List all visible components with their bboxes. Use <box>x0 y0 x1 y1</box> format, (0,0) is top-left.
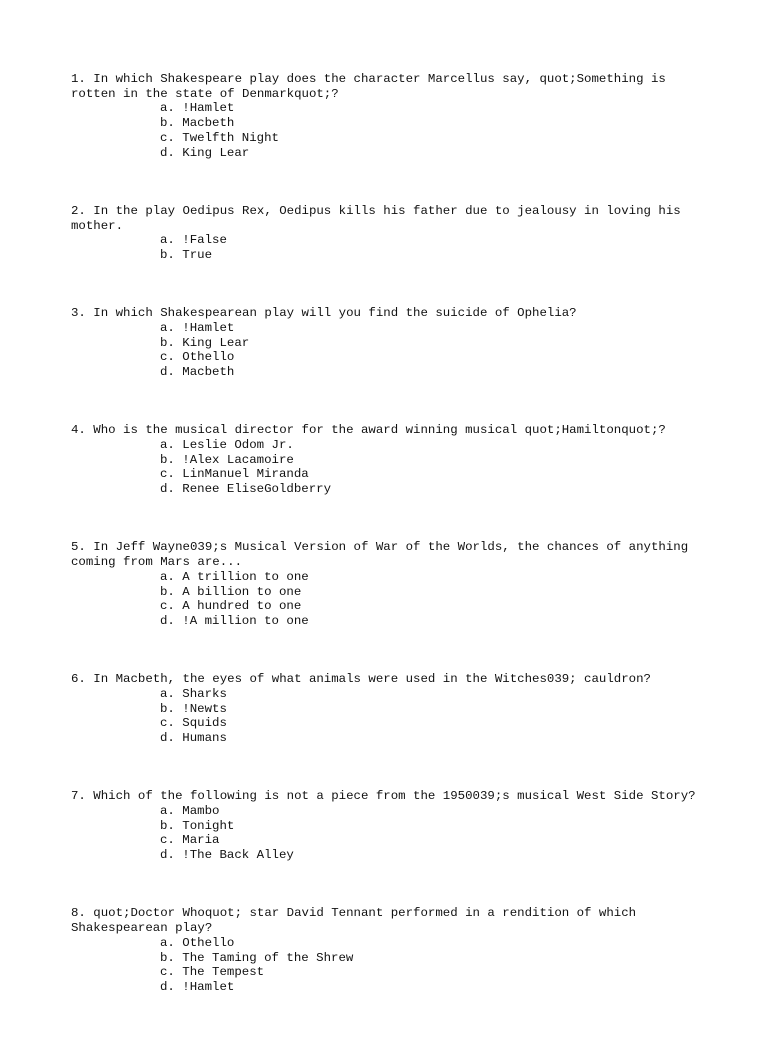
answer-options <box>71 936 711 995</box>
answer-option: a. Othello <box>160 935 235 950</box>
answer-options <box>71 233 711 262</box>
answer-option: b. Macbeth <box>160 116 235 131</box>
answer-options <box>71 101 711 160</box>
question-2 <box>71 204 711 263</box>
answer-option: a. !Hamlet <box>160 101 235 116</box>
question-text: 4. Who is the musical director for the award winning musical quot;Hamiltonquot;? <box>71 423 666 438</box>
question-text: 8. quot;Doctor Whoquot; star David Tennant performed in a rendition of which Shakespearean play? <box>71 906 644 936</box>
question-text: 1. In which Shakespeare play does the character Marcellus say, quot;Something is rotten in the state of Denmarkquot;? <box>71 72 674 101</box>
answer-option: b. A billion to one <box>160 584 302 599</box>
answer-option: b. The Taming of the Shrew <box>160 950 354 965</box>
question-7 <box>71 789 711 863</box>
answer-option: d. Macbeth <box>160 365 235 380</box>
answer-option: b. King Lear <box>160 335 250 350</box>
answer-option: d. King Lear <box>160 145 250 160</box>
answer-option: a. A trillion to one <box>160 569 309 584</box>
answer-options <box>71 570 711 629</box>
answer-option: c. Squids <box>160 716 227 731</box>
answer-option: c. The Tempest <box>160 965 265 980</box>
question-text: 6. In Macbeth, the eyes of what animals were used in the Witches039; cauldron? <box>71 672 651 687</box>
answer-option: c. Twelfth Night <box>160 130 279 145</box>
answer-option: d. Renee EliseGoldberry <box>160 482 332 497</box>
question-6 <box>71 672 711 746</box>
question-text: 7. Which of the following is not a piece from the 1950039;s musical West Side Story? <box>71 789 696 804</box>
answer-option: c. LinManuel Miranda <box>160 467 309 482</box>
question-3 <box>71 306 711 380</box>
answer-option: c. Othello <box>160 350 235 365</box>
answer-option: a. Leslie Odom Jr. <box>160 438 294 453</box>
question-5 <box>71 540 711 628</box>
answer-option: b. !Newts <box>160 701 227 716</box>
answer-option: d. !A million to one <box>160 613 309 628</box>
answer-option: d. !The Back Alley <box>160 848 294 863</box>
question-1 <box>71 72 711 160</box>
answer-option: c. A hundred to one <box>160 599 302 614</box>
answer-options <box>71 438 711 497</box>
answer-option: b. True <box>160 247 213 262</box>
answer-option: b. !Alex Lacamoire <box>160 452 294 467</box>
quiz-document <box>71 72 711 1038</box>
question-text: 3. In which Shakespearean play will you find the suicide of Ophelia? <box>71 306 577 321</box>
answer-option: a. !Hamlet <box>160 320 235 335</box>
answer-option: b. Tonight <box>160 818 235 833</box>
answer-option: a. Mambo <box>160 804 220 819</box>
answer-option: c. Maria <box>160 833 220 848</box>
question-text: 5. In Jeff Wayne039;s Musical Version of War of the Worlds, the chances of anything coming from Mars are... <box>71 540 696 570</box>
answer-options <box>71 804 711 863</box>
answer-option: d. !Hamlet <box>160 979 235 994</box>
answer-options <box>71 321 711 380</box>
question-text: 2. In the play Oedipus Rex, Oedipus kills his father due to jealousy in loving his mother. <box>71 203 689 233</box>
answer-options <box>71 687 711 746</box>
answer-option: a. Sharks <box>160 686 227 701</box>
answer-option: d. Humans <box>160 731 227 746</box>
question-4 <box>71 423 711 497</box>
answer-option: a. !False <box>160 233 227 248</box>
question-8 <box>71 906 711 994</box>
